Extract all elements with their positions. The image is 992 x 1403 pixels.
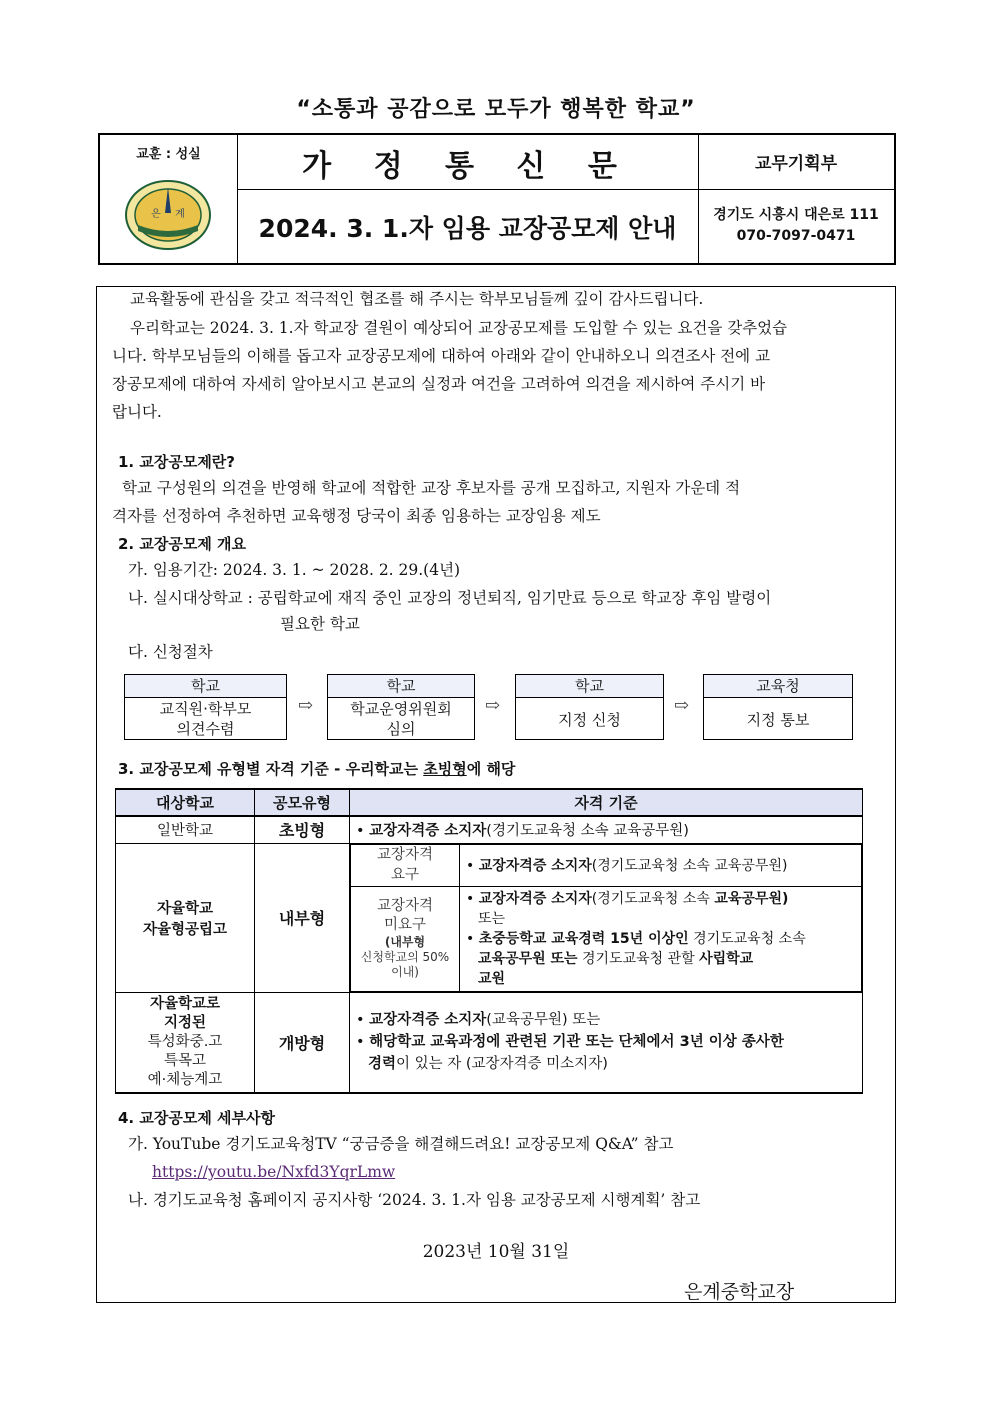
flow-step-3 (515, 674, 664, 740)
appointment-period: 가. 임용기간: 2024. 3. 1. ~ 2028. 2. 29.(4년) (128, 561, 461, 579)
criteria-item: • 교장자격증 소지자(교육공무원) 또는 (356, 1012, 601, 1028)
section-3-title-highlight: 초빙형 (423, 760, 467, 778)
sub-criteria-cell (460, 886, 862, 991)
section-4-title: 4. 교장공모제 세부사항 (118, 1109, 275, 1127)
sub-condition-note: (내부형 (384, 935, 426, 949)
section-1-title: 1. 교장공모제란? (118, 453, 235, 471)
section-2-title: 2. 교장공모제 개요 (118, 535, 247, 553)
school-phone: 070-7097-0471 (736, 228, 856, 244)
flow-step-1-head: 학교 (125, 675, 286, 698)
notice-title: 2024. 3. 1.자 임용 교장공모제 안내 (258, 214, 677, 243)
criteria-bold: 교원 (478, 970, 506, 987)
school-address: 경기도 시흥시 대은로 111 (713, 207, 879, 223)
table-header-row (116, 789, 863, 816)
criteria-item: • 해당학교 교육과정에 관련된 기관 또는 단체에서 3년 이상 종사한 (356, 1034, 784, 1050)
department-cell (698, 135, 894, 190)
recruit-type-cell: 초빙형 (255, 816, 350, 843)
target-schools-line-2: 필요한 학교 (280, 615, 360, 633)
criteria-bold: 교장자격증 소지자 (369, 1012, 487, 1028)
criteria-cell (350, 992, 863, 1093)
subtable-row (351, 844, 862, 886)
flow-step-1-line-1: 교직원·학부모 (159, 700, 252, 718)
newsletter-title: 가 정 통 신 문 (302, 149, 633, 184)
flow-step-4 (703, 674, 853, 740)
emblem-char-2: 계 (175, 209, 185, 220)
criteria-text: (경기도교육청 소속 교육공무원) (486, 823, 689, 840)
school-type-line: 자율형공립고 (142, 921, 228, 938)
school-info-cell (100, 135, 238, 263)
sub-condition-line: 교장자격 (376, 847, 434, 863)
school-type-line: 자율학교 (156, 900, 214, 917)
school-slogan: “소통과 공감으로 모두가 행복한 학교” (296, 97, 696, 122)
criteria-bold: 초중등학교 교육경력 15년 이상인 (478, 930, 689, 947)
criteria-text: (경기도교육청 소속 (591, 890, 715, 907)
criteria-bold: 교육공무원 또는 (478, 950, 578, 967)
criteria-bold: 교장자격증 소지자 (478, 858, 592, 874)
section-3-title-pre: 3. 교장공모제 유형별 자격 기준 - 우리학교는 (118, 760, 424, 778)
intro-line-3: 장공모제에 대하여 자세히 알아보시고 본교의 실정과 여건을 고려하여 의견을 제시하여 주시기 바 (112, 375, 766, 393)
flow-arrow-icon: ⇨ (485, 695, 501, 716)
table-header: 공모유형 (255, 789, 350, 816)
school-type-line: 자율학교로 (149, 995, 221, 1012)
flow-step-3-head: 학교 (516, 675, 663, 698)
criteria-text: 이 있는 자 (교장자격증 미소지자) (396, 1056, 608, 1072)
section-3-title-post: 에 해당 (466, 760, 516, 778)
table-row (116, 843, 863, 992)
criteria-bold: 사립학교 (699, 950, 754, 967)
procedure-label: 다. 신청절차 (128, 643, 213, 661)
intro-line-1: 우리학교는 2024. 3. 1.자 학교장 결원이 예상되어 교장공모제를 도입할 수 있는 요건을 갖추었습 (130, 319, 788, 337)
school-type-line: 지정된 (163, 1014, 207, 1031)
sub-condition-note: 이내) (391, 965, 419, 979)
flow-step-1-line-2: 의견수렴 (176, 720, 235, 738)
signer: 은계중학교장 (684, 1281, 795, 1303)
intro-line-2: 니다. 학부모님들의 이해를 돕고자 교장공모제에 대하여 아래와 같이 안내하오니 의견조사 전에 교 (112, 347, 771, 365)
school-type-cell (116, 843, 255, 992)
flow-step-2 (327, 674, 475, 740)
intro-line-4: 랍니다. (112, 403, 162, 421)
criteria-cell (350, 843, 863, 992)
emblem-char-1: 은 (151, 209, 161, 220)
target-schools-line-1: 나. 실시대상학교 : 공립학교에 재직 중인 교장의 정년퇴직, 임기만료 등으로 학교장 후임 발령이 (128, 589, 772, 607)
sub-condition-line: 요구 (390, 867, 419, 883)
newsletter-header (98, 133, 896, 265)
criteria-text: 경기도교육청 관할 (577, 950, 700, 967)
criteria-text: 또는 (478, 910, 506, 927)
sub-condition-line: 교장자격 (376, 898, 434, 914)
table-row (116, 992, 863, 1093)
sub-condition-cell (351, 886, 460, 991)
qualification-table (115, 788, 863, 1094)
title-cell (237, 135, 699, 190)
sub-condition-cell (351, 844, 460, 886)
criteria-text: 경기도교육청 소속 (688, 930, 806, 947)
flow-step-4-line-1: 지정 통보 (746, 711, 810, 729)
flow-step-2-line-2: 심의 (386, 720, 416, 738)
criteria-cell: • 교장자격증 소지자(경기도교육청 소속 교육공무원) (350, 816, 863, 843)
school-contact (698, 205, 894, 247)
criteria-bold: 교장자격증 소지자 (369, 823, 487, 840)
letter-date: 2023년 10월 31일 (422, 1242, 570, 1262)
sub-condition-note: 신청학교의 50% (360, 950, 450, 964)
notice-title-cell (237, 189, 699, 263)
recruit-type-cell: 내부형 (255, 843, 350, 992)
school-type-line: 특목고 (163, 1052, 207, 1069)
department-name: 교무기획부 (754, 154, 838, 174)
section-1-line-2: 격자를 선정하여 추천하면 교육행정 당국이 최종 임용하는 교장임용 제도 (112, 507, 601, 525)
criteria-bold: 교육공무원) (714, 890, 789, 907)
detail-homepage: 나. 경기도교육청 홈페이지 공지사항 ‘2024. 3. 1.자 임용 교장공모제 시행계획’ 참고 (128, 1191, 701, 1209)
school-type-cell: 일반학교 (116, 816, 255, 843)
school-type-cell (116, 992, 255, 1093)
flow-step-2-head: 학교 (328, 675, 474, 698)
flow-step-2-line-1: 학교운영위원회 (350, 700, 452, 718)
flow-step-3-line-1: 지정 신청 (558, 711, 621, 729)
sub-criteria-cell: • 교장자격증 소지자(경기도교육청 소속 교육공무원) (460, 844, 862, 886)
table-header: 대상학교 (116, 789, 255, 816)
criteria-item: • 초중등학교 교육경력 15년 이상인 경기도교육청 소속 (466, 930, 806, 947)
school-type-line: 특성화중.고 (147, 1033, 223, 1050)
school-type-line: 예·체능계고 (147, 1071, 223, 1088)
intro-greeting: 교육활동에 관심을 갖고 적극적인 협조를 해 주시는 학부모님들께 깊이 감사드립니다. (130, 290, 704, 308)
internal-subtable (350, 844, 862, 992)
criteria-bold: 교장자격증 소지자 (478, 890, 592, 907)
youtube-link[interactable]: https://youtu.be/Nxfd3YqrLmw (152, 1163, 396, 1181)
flow-arrow-icon: ⇨ (674, 695, 690, 716)
criteria-item: • 교장자격증 소지자(경기도교육청 소속 교육공무원) (466, 890, 789, 907)
section-3-title (118, 758, 515, 779)
recruit-type-cell: 개방형 (255, 992, 350, 1093)
school-emblem-icon (124, 179, 212, 251)
criteria-bold: 해당학교 교육과정에 관련된 기관 또는 단체에서 3년 이상 종사한 (369, 1034, 784, 1050)
table-header: 자격 기준 (350, 789, 863, 816)
flow-arrow-icon: ⇨ (298, 695, 314, 716)
contact-cell (698, 189, 894, 263)
school-motto-label: 교훈 : 성실 (136, 147, 201, 162)
section-1-line-1: 학교 구성원의 의견을 반영해 학교에 적합한 교장 후보자를 공개 모집하고, 지원자 가운데 적 (122, 479, 741, 497)
sub-condition-line: 미요구 (383, 917, 427, 933)
detail-youtube: 가. YouTube 경기도교육청TV “궁금증을 해결해드려요! 교장공모제 Q&A” 참고 (128, 1135, 674, 1153)
criteria-bold: 경력 (368, 1056, 397, 1072)
flow-step-1 (124, 674, 287, 740)
criteria-text: (교육공무원) 또는 (486, 1012, 601, 1028)
table-row (116, 816, 863, 843)
flow-step-4-head: 교육청 (704, 675, 852, 698)
subtable-row (351, 886, 862, 991)
criteria-text: (경기도교육청 소속 교육공무원) (591, 858, 788, 874)
